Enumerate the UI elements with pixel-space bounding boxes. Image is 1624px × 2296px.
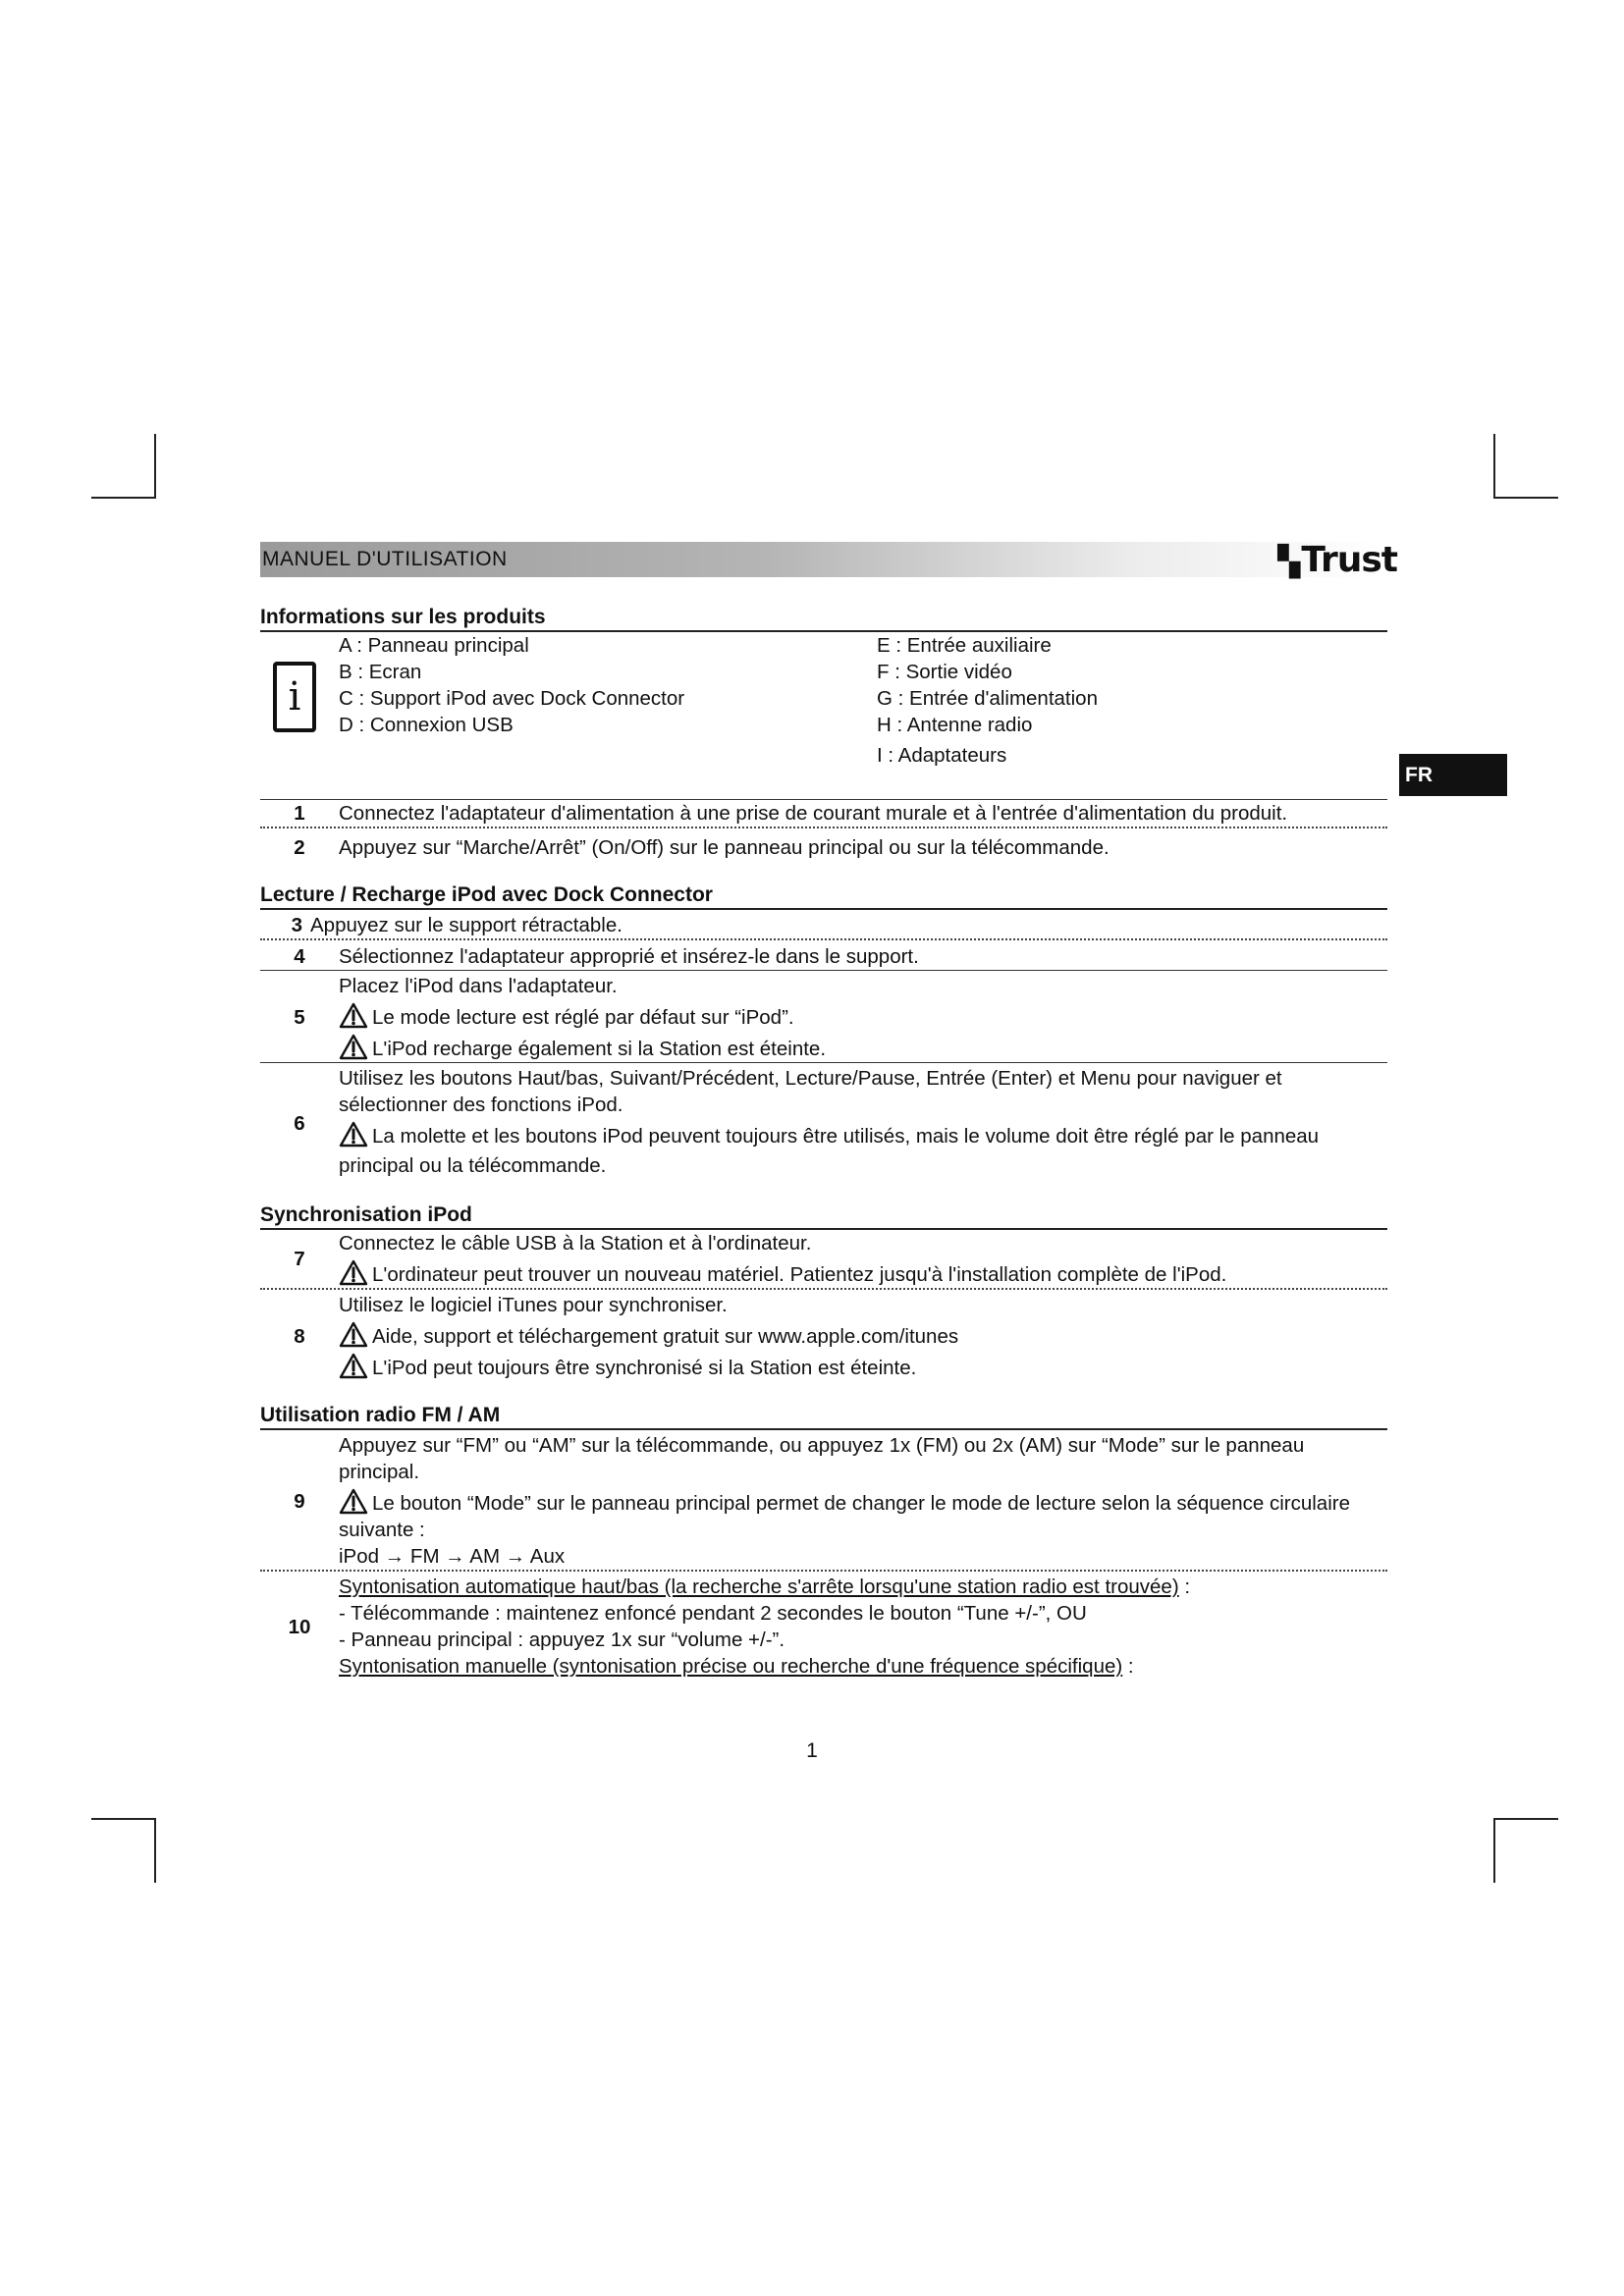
step-row [260,1290,1387,1381]
step-row [260,1063,1387,1181]
step-number: 2 [294,836,305,859]
product-item: C : Support iPod avec Dock Connector [339,687,685,710]
warning-text: La molette et les boutons iPod peuvent toujours être utilisés, mais le volume doit être réglé par le panneau principal ou la télécommande. [339,1125,1320,1177]
warning-icon [339,1259,368,1286]
mode-sequence: iPod → FM → AM → Aux [339,1545,566,1568]
product-item: H : Antenne radio [877,714,1033,736]
step-text: Utilisez les boutons Haut/bas, Suivant/Précédent, Lecture/Pause, Entrée (Enter) et Menu pour naviguer et sélectionner des fonctions iPod. [339,1067,1282,1116]
products-block [260,632,1387,800]
warning-text: Le bouton “Mode” sur le panneau principal permet de changer le mode de lecture selon la séquence circulaire suivante : [339,1492,1350,1541]
product-item: A : Panneau principal [339,634,529,657]
step-text: Connectez l'adaptateur d'alimentation à une prise de courant murale et à l'entrée d'alimentation du produit. [339,802,1288,825]
step-text: - Panneau principal : appuyez 1x sur “volume +/-”. [339,1629,785,1651]
sync-title: Synchronisation iPod [260,1202,1387,1230]
product-item: E : Entrée auxiliaire [877,634,1052,657]
warning-icon [339,1321,368,1348]
warning-icon [339,1002,368,1029]
step-number: 3 [291,914,302,936]
step-row [260,1430,1387,1572]
crop-mark-tr-h [1493,497,1558,499]
product-item: I : Adaptateurs [877,744,1007,767]
step-number: 10 [288,1615,311,1638]
header-band [260,540,1397,580]
step-row: 10 Syntonisation automatique haut/bas (la recherche s'arrête lorsqu'une station radio est trouvée) : - Télécommande : maintenez enfoncé pendant 2 secondes le bouton “Tune +/-”, OU - Panneau principal : appuyez 1x sur “volume +/-”. Syntonisation manuelle (syntonisation précise ou recherche d'une fréquence spécifique) : [260,1572,1387,1680]
crop-mark-tr-v [1493,434,1495,499]
step-text: Appuyez sur “FM” ou “AM” sur la télécommande, ou appuyez 1x (FM) ou 2x (AM) sur “Mode” sur le panneau principal. [339,1434,1305,1483]
info-icon: i [273,662,316,732]
warning-icon [339,1121,368,1148]
product-item: G : Entrée d'alimentation [877,687,1098,710]
crop-mark-tl-v [154,434,156,499]
trust-logo: ▚Trust [1277,540,1397,580]
radio-title: Utilisation radio FM / AM [260,1403,1387,1430]
step-row [260,1230,1387,1290]
step-text: Placez l'iPod dans l'adaptateur. [339,975,618,997]
products-right [877,632,1387,799]
warning-icon [339,1034,368,1060]
step-text: Appuyez sur le support rétractable. [310,914,623,936]
step-row [260,828,1387,861]
manual-tuning-heading: Syntonisation manuelle (syntonisation précise ou recherche d'une fréquence spécifique) [339,1655,1123,1678]
header-title: MANUEL D'UTILISATION [262,548,508,570]
step-number: 7 [294,1248,305,1270]
warning-text: L'ordinateur peut trouver un nouveau matériel. Patientez jusqu'à l'installation complète de l'iPod. [372,1263,1227,1286]
step-text: Utilisez le logiciel iTunes pour synchroniser. [339,1294,728,1316]
playback-title: Lecture / Recharge iPod avec Dock Connector [260,882,1387,910]
step-number: 1 [294,802,305,825]
product-item: B : Ecran [339,661,422,683]
step-text: Sélectionnez l'adaptateur approprié et insérez-le dans le support. [339,945,919,968]
crop-mark-tl-h [91,497,156,499]
products-title: Informations sur les produits [260,605,1387,632]
crop-mark-br-h [1493,1818,1558,1820]
step-row [260,971,1387,1063]
info-cell [260,632,339,799]
warning-icon [339,1353,368,1379]
step-row [260,940,1387,971]
crop-mark-bl-v [154,1818,156,1883]
trust-logo-icon: ▚ [1277,545,1300,579]
auto-tuning-heading: Syntonisation automatique haut/bas (la recherche s'arrête lorsqu'une station radio est trouvée) [339,1575,1179,1598]
warning-icon [339,1488,368,1515]
step-number: 4 [294,945,305,968]
warning-text: Aide, support et téléchargement gratuit sur www.apple.com/itunes [372,1325,959,1348]
warning-text: L'iPod peut toujours être synchronisé si la Station est éteinte. [372,1357,917,1379]
product-item: F : Sortie vidéo [877,661,1012,683]
manual-page [260,540,1397,1680]
warning-text: L'iPod recharge également si la Station est éteinte. [372,1038,827,1060]
step-text: Appuyez sur “Marche/Arrêt” (On/Off) sur le panneau principal ou sur la télécommande. [339,836,1110,859]
step-row [260,910,1387,940]
step-number: 5 [294,1006,305,1029]
warning-text: Le mode lecture est réglé par défaut sur “iPod”. [372,1006,794,1029]
step-number: 9 [294,1489,305,1513]
product-item: D : Connexion USB [339,714,514,736]
products-left [339,632,877,799]
page-number: 1 [806,1739,818,1762]
crop-mark-br-v [1493,1818,1495,1883]
language-tab: FR [1399,754,1507,796]
step-row [260,800,1387,828]
step-text: Connectez le câble USB à la Station et à l'ordinateur. [339,1232,812,1255]
step-text: - Télécommande : maintenez enfoncé pendant 2 secondes le bouton “Tune +/-”, OU [339,1602,1087,1625]
crop-mark-bl-h [91,1818,156,1820]
step-number: 8 [294,1325,305,1348]
step-number: 6 [294,1111,305,1135]
